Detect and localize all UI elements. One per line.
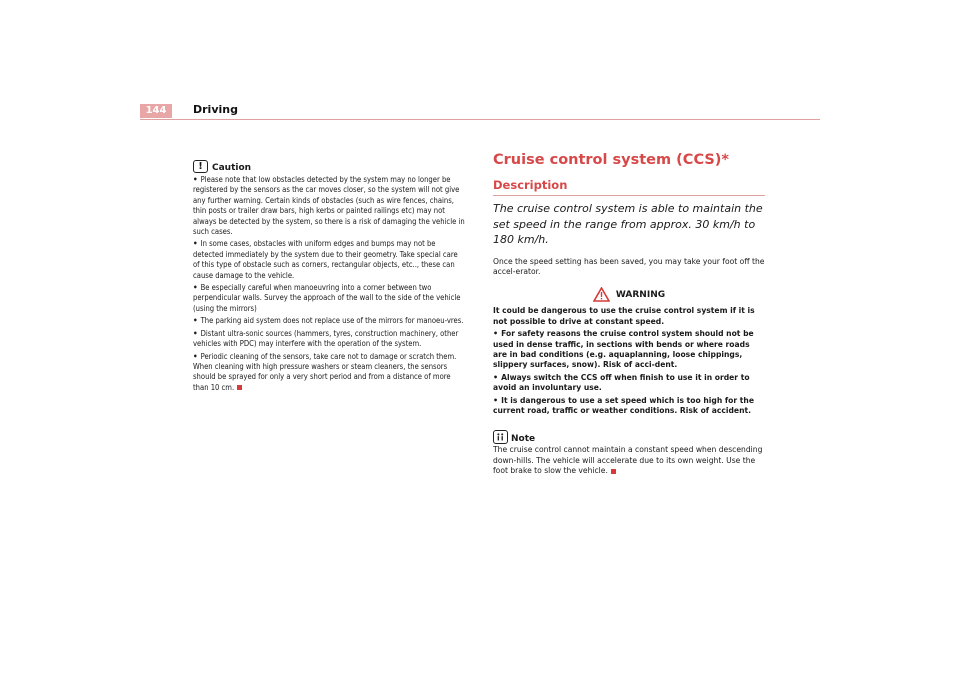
left-column: [193, 160, 466, 395]
caution-title: Caution: [212, 163, 252, 173]
header-rule: [140, 119, 820, 120]
warning-triangle-icon: [593, 287, 610, 302]
caution-heading: [193, 160, 466, 173]
caution-item: • Distant ultra-sonic sources (hammers, tyres, construction machinery, other vehicles with PDC) may interfere with the operation of the system.: [193, 328, 459, 349]
caution-item: • Periodic cleaning of the sensors, take care not to damage or scratch them. When cleaning with high pressure washers or steam cleaners, the sensors should be sprayed for only a very short period and from a distance of more than 10 cm.: [193, 351, 457, 392]
subsection-rule: [493, 195, 765, 196]
subsection-title: Description: [493, 178, 568, 192]
caution-item: • Please note that low obstacles detected by the system may no longer be registered by the sensors as the car moves closer, so the system will not give any further warning. Certain kinds of obstacles (such as wire fences, chains, thin posts or trailer draw bars, high kerbs or painted railings etc) may not always be detected by the system, so there is a risk of damaging the vehicle in such cases.: [193, 175, 465, 237]
running-header: Driving: [193, 103, 238, 116]
intro-text: The cruise control system is able to maintain the set speed in the range from approx. 30 km/h to 180 km/h.: [493, 202, 763, 246]
warning-heading: [493, 287, 765, 302]
body-text: Once the speed setting has been saved, you may take your foot off the accel-erator.: [493, 256, 765, 276]
note-text: The cruise control cannot maintain a constant speed when descending down-hills. The vehicle will accelerate due to its own weight. Use the foot brake to slow the vehicle.: [493, 445, 763, 476]
warning-item: • Always switch the CCS off when finish to use it in order to avoid an involuntary use.: [493, 372, 750, 393]
caution-item: • The parking aid system does not replace use of the mirrors for manoeu-vres.: [193, 316, 464, 326]
end-of-section-icon: [237, 385, 242, 390]
info-icon: [493, 430, 508, 444]
note-title: Note: [511, 434, 536, 445]
end-of-section-icon: [611, 469, 616, 474]
warning-lead: It could be dangerous to use the cruise control system if it is not possible to drive at constant speed.: [493, 306, 755, 326]
caution-item: • In some cases, obstacles with uniform edges and bumps may not be detected immediately by the system due to their geometry. Take special care of this type of obstacle such as corners, rectangular objects, etc.., these can cause damage to the vehicle.: [193, 239, 458, 280]
warning-item: • For safety reasons the cruise control system should not be used in dense traffic, in sections with bends or where roads are in bad conditions (e.g. aquaplanning, loose chippings, slippery surfaces, snow). Risk of acci-dent.: [493, 329, 754, 370]
exclamation-icon: !: [193, 160, 208, 173]
right-column: [493, 152, 765, 487]
warning-title: WARNING: [615, 289, 666, 300]
caution-item: • Be especially careful when manoeuvring into a corner between two perpendicular walls. Survey the approach of the wall to the side of the vehicle (using the mirrors): [193, 283, 461, 313]
page-number: 144: [140, 104, 172, 118]
note-heading: [493, 430, 765, 444]
section-title: Cruise control system (CCS)*: [493, 152, 730, 168]
warning-item: • It is dangerous to use a set speed which is too high for the current road, traffic or weather conditions. Risk of accident.: [493, 395, 754, 415]
